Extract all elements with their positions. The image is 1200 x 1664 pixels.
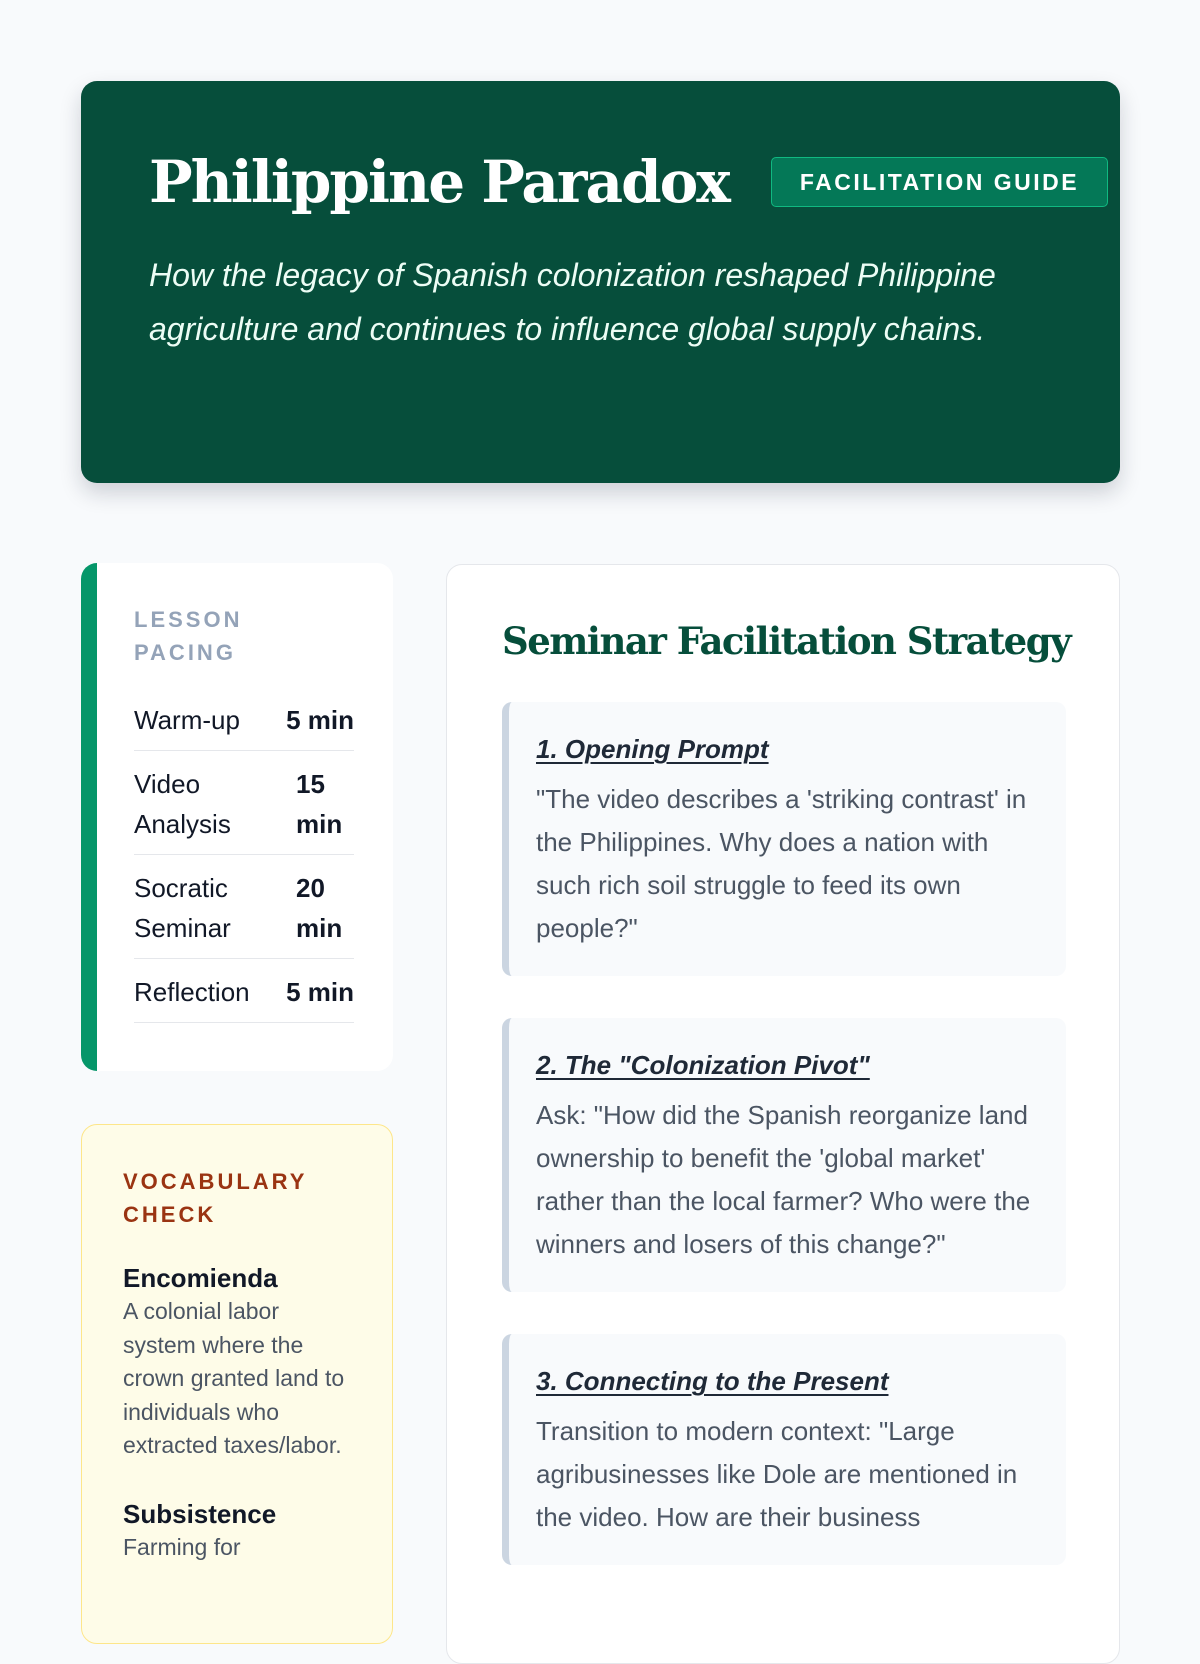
pacing-row-reflection <box>134 959 354 1023</box>
lesson-pacing-card <box>81 563 393 1071</box>
vocab-term: Subsistence <box>123 1498 277 1529</box>
lesson-pacing-label: LESSON PACING <box>134 607 243 665</box>
page-title: Philippine Paradox <box>149 148 729 216</box>
strategy-title: Seminar Facilitation Strategy <box>502 619 1071 663</box>
step-heading: 1. Opening Prompt <box>536 734 769 764</box>
step-body: "The video describes a 'striking contrast' in the Philippines. Why does a nation with such rich soil struggle to feed its own people?" <box>536 784 1027 943</box>
step-body: Ask: "How did the Spanish reorganize land ownership to benefit the 'global market' rather than the local farmer? Who were the winners and losers of this change?" <box>536 1100 1031 1259</box>
pacing-row-warm-up <box>134 687 354 751</box>
step-heading: 2. The "Colonization Pivot" <box>536 1050 870 1080</box>
vocab-definition: A colonial labor system where the crown granted land to individuals who extracted taxes/labor. <box>123 1298 345 1458</box>
step-body: Transition to modern context: "Large agribusinesses like Dole are mentioned in the video. How are their business <box>536 1416 1018 1532</box>
seminar-strategy-card <box>446 564 1120 1664</box>
vocabulary-check-label: VOCABULARY CHECK <box>123 1169 308 1227</box>
pacing-row-video-analysis <box>134 751 354 855</box>
strategy-step-opening-prompt <box>502 702 1066 976</box>
vocab-term: Encomienda <box>123 1263 278 1293</box>
title-row <box>149 148 1080 216</box>
pacing-row-duration: 20 min <box>296 873 343 943</box>
pacing-row-label: Video Analysis <box>134 769 231 839</box>
page-subtitle: How the legacy of Spanish colonization reshaped Philippine agriculture and continues to influence global supply chains. <box>149 257 996 347</box>
strategy-step-connecting-present <box>502 1334 1066 1565</box>
header-banner <box>81 81 1120 483</box>
pacing-row-label: Reflection <box>134 977 250 1007</box>
pacing-row-label: Warm-up <box>134 705 240 735</box>
facilitation-guide-badge: FACILITATION GUIDE <box>771 157 1108 207</box>
vocab-definition: Farming for <box>123 1533 241 1560</box>
pacing-row-socratic-seminar <box>134 855 354 959</box>
pacing-list <box>134 687 354 1023</box>
pacing-row-label: Socratic Seminar <box>134 873 231 943</box>
pacing-row-duration: 15 min <box>296 769 343 839</box>
strategy-step-colonization-pivot <box>502 1018 1066 1292</box>
pacing-row-duration: 5 min <box>286 705 354 735</box>
step-heading: 3. Connecting to the Present <box>536 1366 889 1396</box>
vocabulary-check-card <box>81 1124 393 1644</box>
pacing-row-duration: 5 min <box>286 977 354 1007</box>
